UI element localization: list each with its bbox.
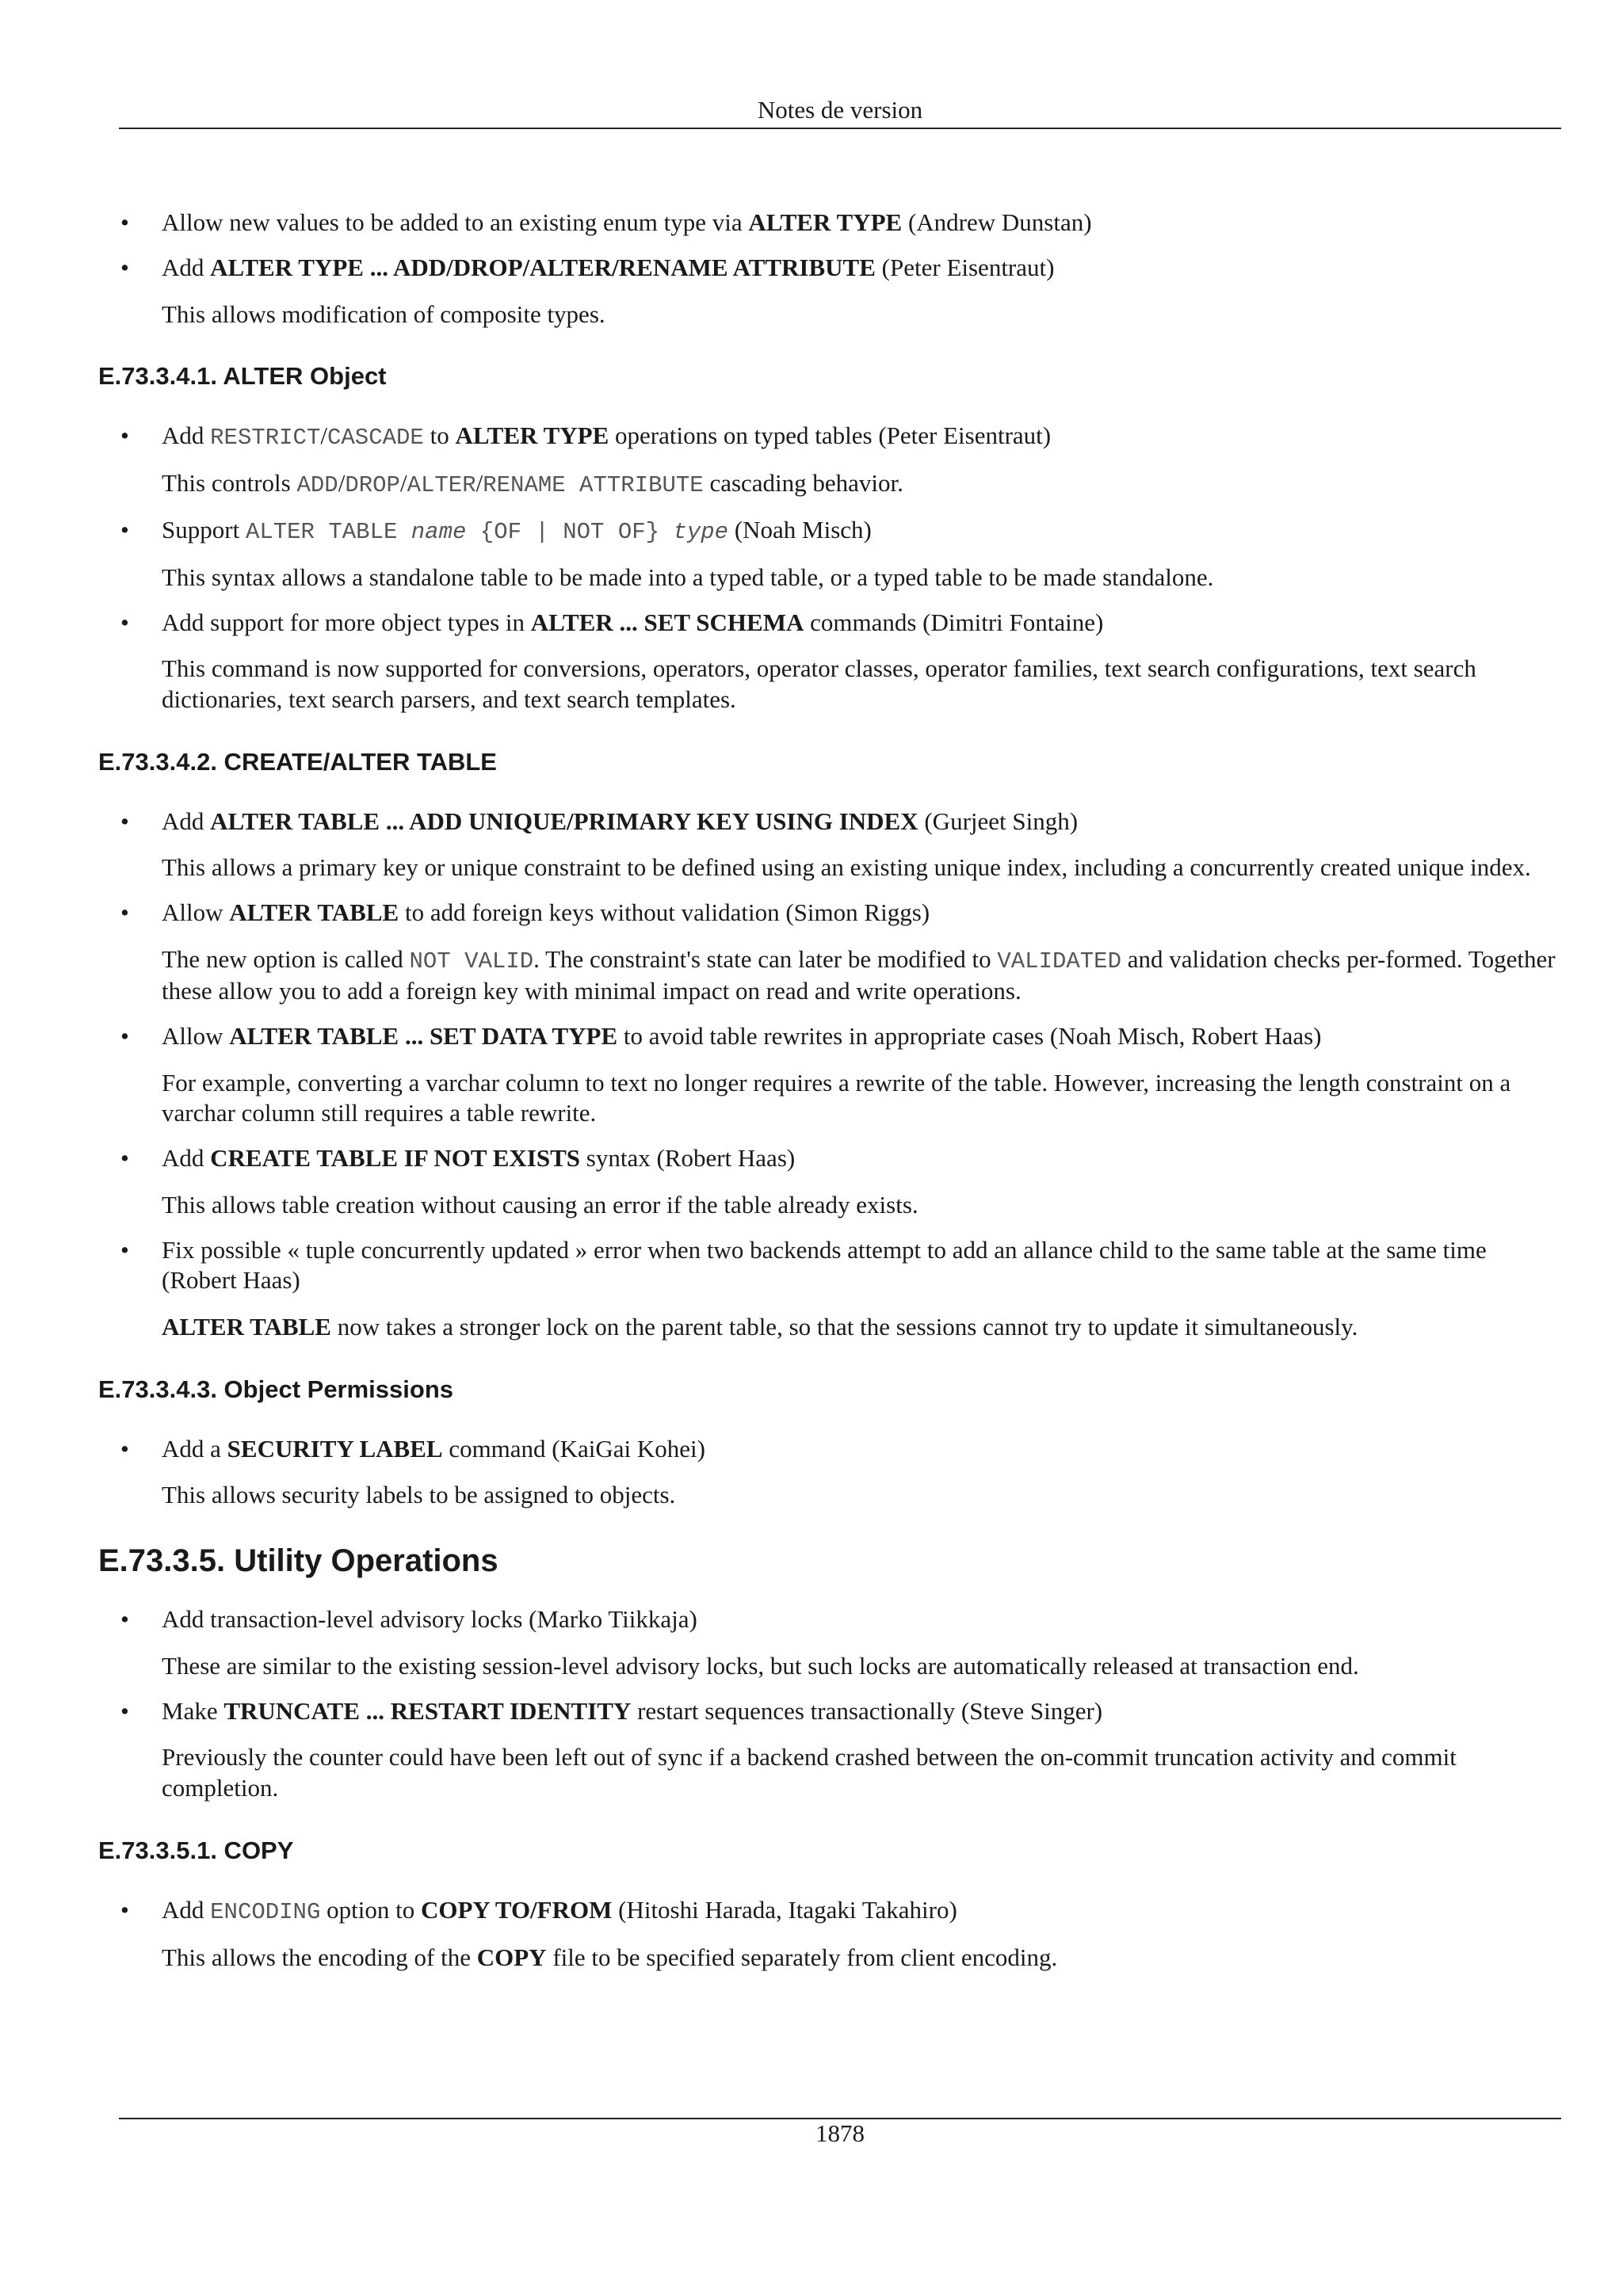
bullet: • <box>120 1696 129 1725</box>
bullet: • <box>120 1144 129 1172</box>
list-item: • Add ENCODING option to COPY TO/FROM (Hitoshi Harada, Itagaki Takahiro) This allows the encoding of the COPY file to be specified separately from client encoding. <box>98 1895 1564 1974</box>
item-note: This allows a primary key or unique constraint to be defined using an existing unique index, including a concurrently created unique index. <box>162 853 1531 882</box>
bullet: • <box>120 515 129 543</box>
section-heading-alter-object: E.73.3.4.1. ALTER Object <box>98 362 387 391</box>
create-alter-table-list <box>98 807 1564 1343</box>
page-number: 1878 <box>815 2119 865 2147</box>
item-note: For example, converting a varchar column to text no longer requires a rewrite of the table. However, increasing the length constraint on a varchar column still requires a table rewrite. <box>162 1068 1511 1127</box>
item-note: Previously the counter could have been left out of sync if a backend crashed between the on-commit truncation activity and commit completion. <box>162 1743 1457 1802</box>
item-note: These are similar to the existing session-level advisory locks, but such locks are automatically released at transaction end. <box>162 1651 1359 1680</box>
list-item: • Add support for more object types in ALTER ... SET SCHEMA commands (Dimitri Fontaine) This command is now supported for conversions, operators, operator classes, operator families, text search configurations, text search dictionaries, text search parsers, and text search templates. <box>98 608 1564 715</box>
item-note: The new option is called NOT VALID. The constraint's state can later be modified to VALIDATED and validation checks per-formed. Together these allow you to add a foreign key with minimal impact on read and write operations. <box>162 944 1556 1005</box>
list-item: • Allow ALTER TABLE ... SET DATA TYPE to avoid table rewrites in appropriate cases (Noah Misch, Robert Haas) For example, converting a varchar column to text no longer requires a rewrite of the table. However, increasing the length constraint on a varchar column still requires a table rewrite. <box>98 1021 1564 1129</box>
intro-list <box>98 208 1564 330</box>
section-heading-create-alter-table: E.73.3.4.2. CREATE/ALTER TABLE <box>98 747 497 776</box>
item-note: This command is now supported for conversions, operators, operator classes, operator families, text search configurations, text search dictionaries, text search parsers, and text search templates. <box>162 654 1476 713</box>
list-item: • Fix possible « tuple concurrently updated » error when two backends attempt to add an allance child to the same table at the same time (Robert Haas) ALTER TABLE now takes a stronger lock on the parent table, so that the sessions cannot try to update it simultaneously. <box>98 1235 1564 1343</box>
copy-list <box>98 1895 1564 1974</box>
section-heading-object-permissions: E.73.3.4.3. Object Permissions <box>98 1375 454 1403</box>
list-item: • Make TRUNCATE ... RESTART IDENTITY restart sequences transactionally (Steve Singer) Previously the counter could have been left out of sync if a backend crashed between the on-commit truncation activity and commit completion. <box>98 1696 1564 1804</box>
utility-operations-list <box>98 1604 1564 1804</box>
alter-object-list <box>98 421 1564 715</box>
running-header: Notes de version <box>757 96 923 124</box>
bullet: • <box>120 1434 129 1463</box>
bullet: • <box>120 1235 129 1264</box>
section-heading-utility-operations: E.73.3.5. Utility Operations <box>98 1543 498 1578</box>
bullet: • <box>120 1021 129 1050</box>
bullet: • <box>120 253 129 281</box>
item-note: This allows security labels to be assigned to objects. <box>162 1481 676 1509</box>
bullet: • <box>120 608 129 636</box>
list-item: • Allow ALTER TABLE to add foreign keys without validation (Simon Riggs) The new option is called NOT VALID. The constraint's state can later be modified to VALIDATED and validation checks per-formed. Together these allow you to add a foreign key with minimal impact on read and write operations. <box>98 898 1564 1007</box>
item-note: This allows modification of composite types. <box>162 299 605 328</box>
item-note: This allows the encoding of the COPY file to be specified separately from client encoding. <box>162 1943 1058 1971</box>
bullet: • <box>120 421 129 449</box>
list-item: • Add CREATE TABLE IF NOT EXISTS syntax (Robert Haas) This allows table creation without causing an error if the table already exists. <box>98 1143 1564 1221</box>
bullet: • <box>120 208 129 236</box>
list-item: • Add a SECURITY LABEL command (KaiGai Kohei) This allows security labels to be assigned to objects. <box>98 1434 1564 1512</box>
header-rule <box>119 128 1561 129</box>
section-heading-copy: E.73.3.5.1. COPY <box>98 1836 294 1864</box>
item-note: ALTER TABLE now takes a stronger lock on the parent table, so that the sessions cannot try to update it simultaneously. <box>162 1313 1358 1341</box>
bullet: • <box>120 807 129 835</box>
list-item: • Add ALTER TABLE ... ADD UNIQUE/PRIMARY KEY USING INDEX (Gurjeet Singh) This allows a primary key or unique constraint to be defined using an existing unique index, including a concurrently created unique index. <box>98 807 1564 884</box>
list-item: • Add RESTRICT/CASCADE to ALTER TYPE operations on typed tables (Peter Eisentraut) This controls ADD/DROP/ALTER/RENAME ATTRIBUTE cascading behavior. <box>98 421 1564 501</box>
item-note: This controls ADD/DROP/ALTER/RENAME ATTRIBUTE cascading behavior. <box>162 469 903 499</box>
page-content <box>98 208 1564 1988</box>
list-item: • Support ALTER TABLE name {OF | NOT OF} type (Noah Misch) This syntax allows a standalone table to be made into a typed table, or a typed table to be made standalone. <box>98 515 1564 593</box>
list-item: • Add ALTER TYPE ... ADD/DROP/ALTER/RENAME ATTRIBUTE (Peter Eisentraut) This allows modification of composite types. <box>98 253 1564 330</box>
object-permissions-list <box>98 1434 1564 1512</box>
item-note: This allows table creation without causing an error if the table already exists. <box>162 1190 918 1219</box>
list-item: • Add transaction-level advisory locks (Marko Tiikkaja) These are similar to the existing session-level advisory locks, but such locks are automatically released at transaction end. <box>98 1604 1564 1682</box>
bullet: • <box>120 898 129 926</box>
list-item: • Allow new values to be added to an existing enum type via ALTER TYPE (Andrew Dunstan) <box>98 208 1564 238</box>
bullet: • <box>120 1895 129 1924</box>
item-note: This syntax allows a standalone table to be made into a typed table, or a typed table to be made standalone. <box>162 563 1214 591</box>
bullet: • <box>120 1605 129 1633</box>
